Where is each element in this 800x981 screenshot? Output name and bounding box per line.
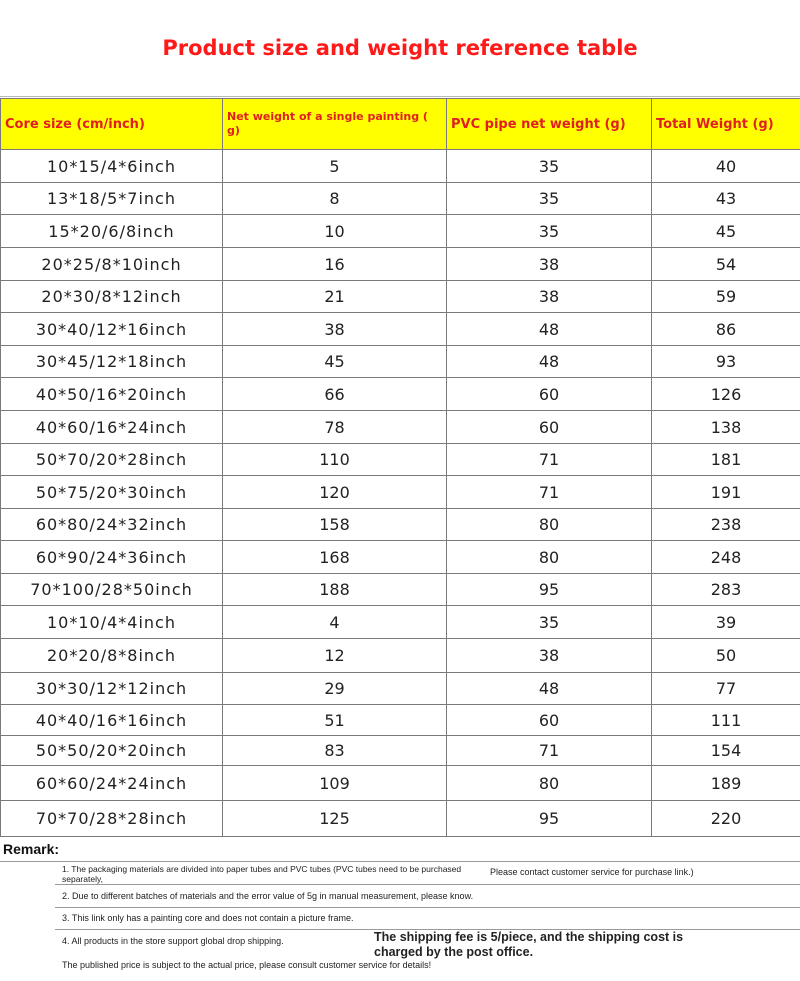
cell-size: 13*18/5*7inch [1,183,223,215]
cell-size: 70*100/28*50inch [1,574,223,606]
table-row [1,313,800,346]
cell-painting-weight: 188 [223,574,447,606]
table-row [1,150,800,183]
cell-painting-weight: 110 [223,444,447,476]
cell-painting-weight: 21 [223,281,447,313]
header-pvc-weight: PVC pipe net weight (g) [447,99,652,150]
cell-painting-weight: 125 [223,801,447,837]
cell-pvc-weight: 71 [447,476,652,509]
remark-label: Remark: [3,841,60,857]
cell-pvc-weight: 95 [447,574,652,606]
weight-table [0,98,800,837]
table-body [1,150,800,837]
cell-painting-weight: 38 [223,313,447,346]
cell-size: 15*20/6/8inch [1,215,223,248]
table-row [1,281,800,313]
cell-pvc-weight: 35 [447,215,652,248]
cell-total-weight: 189 [652,766,800,801]
cell-total-weight: 138 [652,411,800,444]
table-row [1,574,800,606]
cell-pvc-weight: 35 [447,606,652,639]
cell-pvc-weight: 80 [447,541,652,574]
table-row [1,766,800,801]
cell-pvc-weight: 38 [447,639,652,673]
cell-size: 20*30/8*12inch [1,281,223,313]
cell-total-weight: 43 [652,183,800,215]
table-row [1,411,800,444]
remark-note-4: 4. All products in the store support global drop shipping. [62,936,284,946]
cell-size: 50*70/20*28inch [1,444,223,476]
table-row [1,215,800,248]
cell-pvc-weight: 71 [447,736,652,766]
cell-pvc-weight: 38 [447,248,652,281]
remark-note-2: 2. Due to different batches of materials and the error value of 5g in manual measurement, please know. [62,891,474,901]
cell-total-weight: 45 [652,215,800,248]
header-core-size: Core size (cm/inch) [1,99,223,150]
cell-size: 20*25/8*10inch [1,248,223,281]
cell-total-weight: 50 [652,639,800,673]
table-row [1,476,800,509]
remark-divider [55,884,800,885]
cell-size: 30*40/12*16inch [1,313,223,346]
cell-size: 30*45/12*18inch [1,346,223,378]
cell-pvc-weight: 95 [447,801,652,837]
table-row [1,736,800,766]
table-header-row [1,99,800,150]
cell-size: 60*80/24*32inch [1,509,223,541]
table-row [1,639,800,673]
cell-total-weight: 40 [652,150,800,183]
cell-painting-weight: 4 [223,606,447,639]
cell-total-weight: 54 [652,248,800,281]
cell-pvc-weight: 80 [447,766,652,801]
remark-note-1: 1. The packaging materials are divided into paper tubes and PVC tubes (PVC tubes need to be purchased separately, [62,864,462,884]
cell-size: 10*15/4*6inch [1,150,223,183]
cell-painting-weight: 29 [223,673,447,705]
cell-total-weight: 191 [652,476,800,509]
header-total-weight: Total Weight (g) [652,99,800,150]
cell-total-weight: 77 [652,673,800,705]
cell-total-weight: 220 [652,801,800,837]
table-row [1,248,800,281]
cell-pvc-weight: 48 [447,673,652,705]
cell-painting-weight: 120 [223,476,447,509]
table-row [1,444,800,476]
remark-divider [55,907,800,908]
cell-size: 20*20/8*8inch [1,639,223,673]
cell-pvc-weight: 48 [447,346,652,378]
remark-note-5: The published price is subject to the actual price, please consult customer service for details! [62,960,432,970]
table-row [1,183,800,215]
cell-painting-weight: 8 [223,183,447,215]
cell-total-weight: 59 [652,281,800,313]
table-row [1,801,800,837]
table-row [1,606,800,639]
cell-size: 60*90/24*36inch [1,541,223,574]
table-row [1,378,800,411]
cell-pvc-weight: 80 [447,509,652,541]
cell-size: 50*75/20*30inch [1,476,223,509]
cell-painting-weight: 66 [223,378,447,411]
cell-total-weight: 86 [652,313,800,346]
cell-pvc-weight: 60 [447,378,652,411]
cell-total-weight: 283 [652,574,800,606]
cell-painting-weight: 45 [223,346,447,378]
cell-pvc-weight: 60 [447,705,652,736]
cell-total-weight: 93 [652,346,800,378]
remark-note-3: 3. This link only has a painting core and does not contain a picture frame. [62,913,354,923]
page-title: Product size and weight reference table [162,36,638,60]
cell-painting-weight: 5 [223,150,447,183]
remark-note-1-right: Please contact customer service for purchase link.) [490,867,694,877]
cell-painting-weight: 16 [223,248,447,281]
cell-painting-weight: 168 [223,541,447,574]
table-row [1,509,800,541]
title-divider [0,96,800,97]
cell-painting-weight: 158 [223,509,447,541]
cell-size: 70*70/28*28inch [1,801,223,837]
cell-pvc-weight: 48 [447,313,652,346]
cell-pvc-weight: 35 [447,150,652,183]
cell-size: 50*50/20*20inch [1,736,223,766]
cell-pvc-weight: 35 [447,183,652,215]
cell-size: 40*50/16*20inch [1,378,223,411]
header-painting-weight: Net weight of a single painting ( g) [223,99,447,150]
cell-painting-weight: 78 [223,411,447,444]
cell-total-weight: 39 [652,606,800,639]
cell-total-weight: 181 [652,444,800,476]
cell-total-weight: 111 [652,705,800,736]
cell-painting-weight: 10 [223,215,447,248]
cell-pvc-weight: 38 [447,281,652,313]
cell-size: 10*10/4*4inch [1,606,223,639]
cell-total-weight: 238 [652,509,800,541]
cell-pvc-weight: 60 [447,411,652,444]
cell-size: 40*40/16*16inch [1,705,223,736]
table-row [1,705,800,736]
remark-divider [0,861,800,862]
cell-painting-weight: 51 [223,705,447,736]
remark-note-4-shipping: The shipping fee is 5/piece, and the shipping cost is charged by the post office. [374,930,684,959]
table-row [1,541,800,574]
cell-size: 40*60/16*24inch [1,411,223,444]
cell-painting-weight: 83 [223,736,447,766]
table-row [1,346,800,378]
cell-painting-weight: 12 [223,639,447,673]
cell-size: 60*60/24*24inch [1,766,223,801]
table-row [1,673,800,705]
cell-total-weight: 154 [652,736,800,766]
cell-total-weight: 126 [652,378,800,411]
cell-painting-weight: 109 [223,766,447,801]
cell-size: 30*30/12*12inch [1,673,223,705]
cell-total-weight: 248 [652,541,800,574]
cell-pvc-weight: 71 [447,444,652,476]
